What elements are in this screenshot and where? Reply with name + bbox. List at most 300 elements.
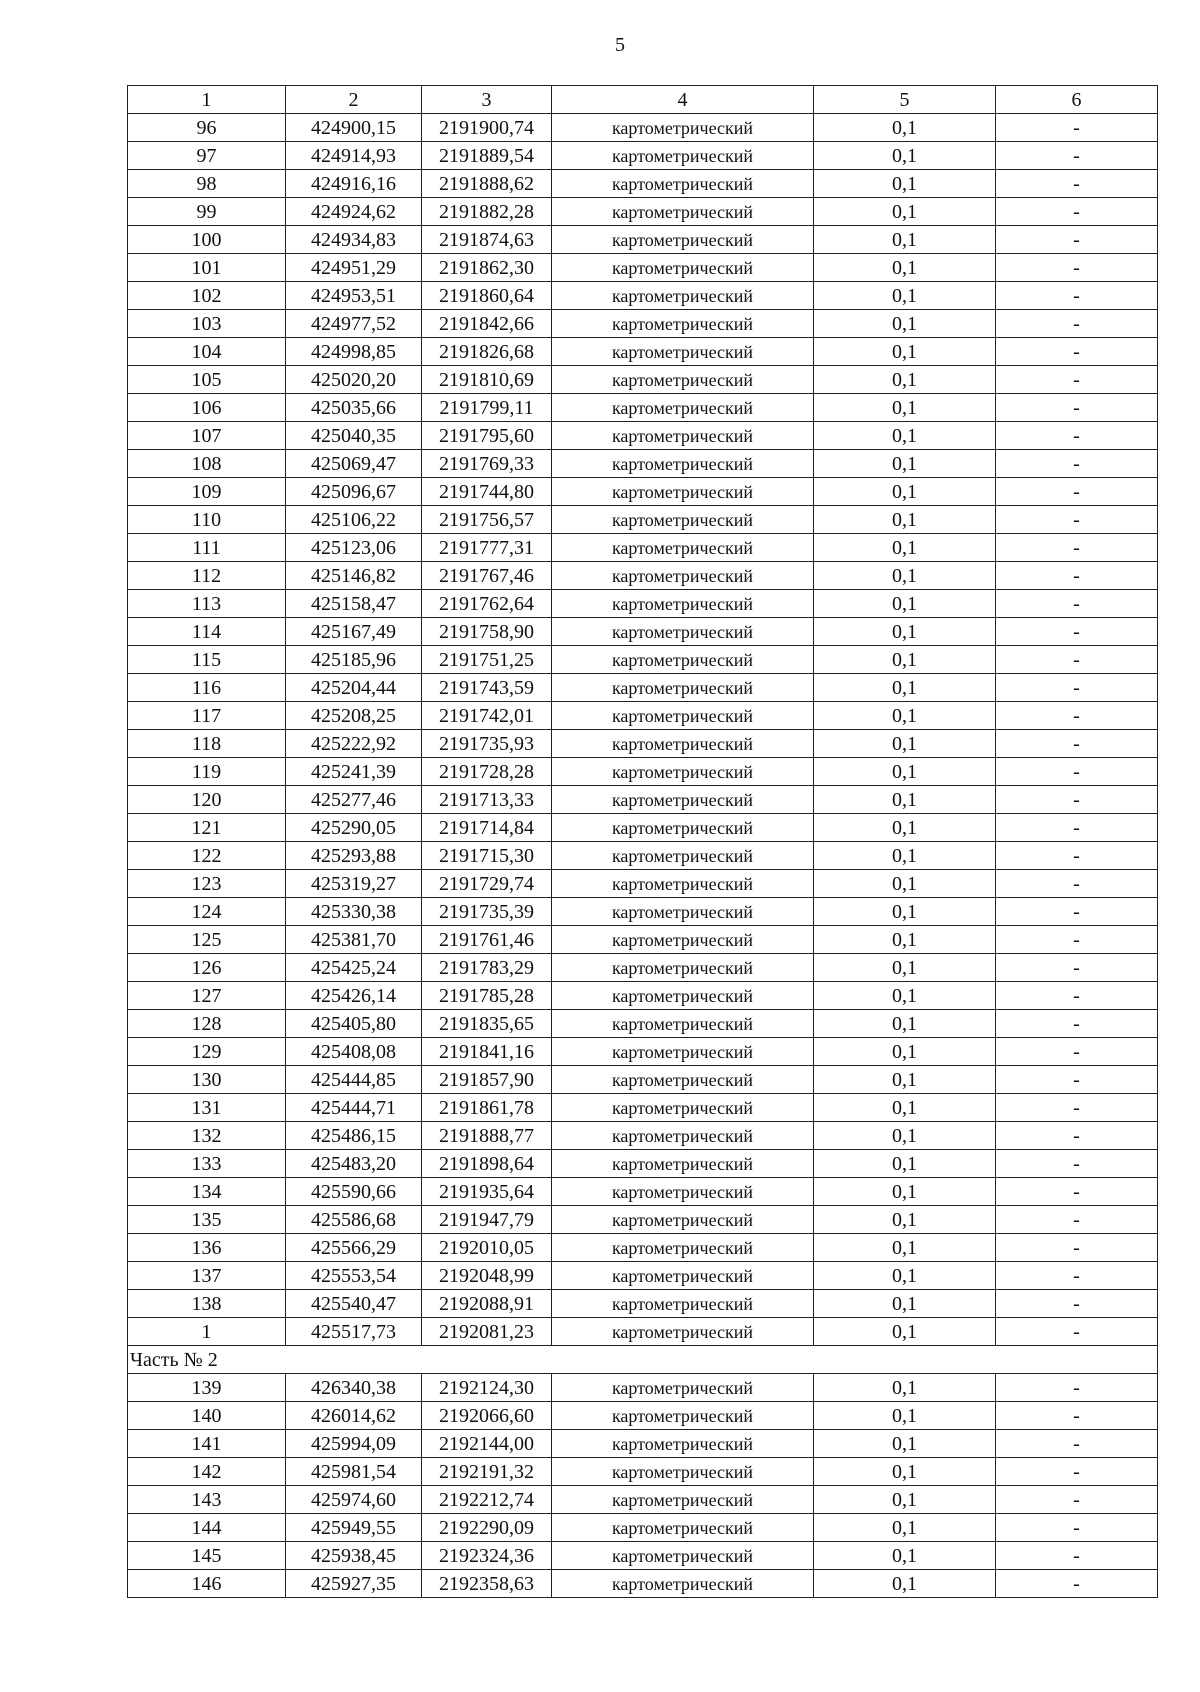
table-row	[128, 1122, 1158, 1150]
description-cell: -	[996, 702, 1158, 730]
description-cell: -	[996, 1374, 1158, 1402]
method-cell: картометрический	[552, 954, 814, 982]
x-coordinate-cell: 425540,47	[286, 1290, 422, 1318]
x-coordinate-cell: 425040,35	[286, 422, 422, 450]
x-coordinate-cell: 425444,85	[286, 1066, 422, 1094]
y-coordinate-cell: 2191861,78	[422, 1094, 552, 1122]
method-cell: картометрический	[552, 1038, 814, 1066]
point-number-cell: 108	[128, 450, 286, 478]
description-cell: -	[996, 1150, 1158, 1178]
table-row	[128, 926, 1158, 954]
point-number-cell: 142	[128, 1458, 286, 1486]
header-cell: 6	[996, 86, 1158, 114]
point-number-cell: 116	[128, 674, 286, 702]
description-cell: -	[996, 898, 1158, 926]
description-cell: -	[996, 1514, 1158, 1542]
point-number-cell: 123	[128, 870, 286, 898]
description-cell: -	[996, 814, 1158, 842]
y-coordinate-cell: 2191743,59	[422, 674, 552, 702]
method-cell: картометрический	[552, 142, 814, 170]
point-number-cell: 107	[128, 422, 286, 450]
point-number-cell: 101	[128, 254, 286, 282]
x-coordinate-cell: 425425,24	[286, 954, 422, 982]
accuracy-cell: 0,1	[814, 674, 996, 702]
method-cell: картометрический	[552, 478, 814, 506]
table-row	[128, 198, 1158, 226]
description-cell: -	[996, 1178, 1158, 1206]
description-cell: -	[996, 282, 1158, 310]
description-cell: -	[996, 1010, 1158, 1038]
description-cell: -	[996, 170, 1158, 198]
method-cell: картометрический	[552, 1486, 814, 1514]
table-row	[128, 1178, 1158, 1206]
table-row	[128, 1290, 1158, 1318]
x-coordinate-cell: 425483,20	[286, 1150, 422, 1178]
y-coordinate-cell: 2191810,69	[422, 366, 552, 394]
y-coordinate-cell: 2191714,84	[422, 814, 552, 842]
description-cell: -	[996, 506, 1158, 534]
description-cell: -	[996, 226, 1158, 254]
method-cell: картометрический	[552, 1150, 814, 1178]
y-coordinate-cell: 2191769,33	[422, 450, 552, 478]
x-coordinate-cell: 425405,80	[286, 1010, 422, 1038]
description-cell: -	[996, 1290, 1158, 1318]
y-coordinate-cell: 2191728,28	[422, 758, 552, 786]
y-coordinate-cell: 2191761,46	[422, 926, 552, 954]
table-row	[128, 394, 1158, 422]
x-coordinate-cell: 425277,46	[286, 786, 422, 814]
point-number-cell: 130	[128, 1066, 286, 1094]
y-coordinate-cell: 2191735,93	[422, 730, 552, 758]
y-coordinate-cell: 2192081,23	[422, 1318, 552, 1346]
accuracy-cell: 0,1	[814, 478, 996, 506]
y-coordinate-cell: 2191758,90	[422, 618, 552, 646]
table-row	[128, 1542, 1158, 1570]
table-row	[128, 282, 1158, 310]
y-coordinate-cell: 2191898,64	[422, 1150, 552, 1178]
method-cell: картометрический	[552, 198, 814, 226]
x-coordinate-cell: 425444,71	[286, 1094, 422, 1122]
accuracy-cell: 0,1	[814, 1290, 996, 1318]
method-cell: картометрический	[552, 1570, 814, 1598]
accuracy-cell: 0,1	[814, 1430, 996, 1458]
method-cell: картометрический	[552, 982, 814, 1010]
method-cell: картометрический	[552, 758, 814, 786]
method-cell: картометрический	[552, 870, 814, 898]
description-cell: -	[996, 1430, 1158, 1458]
y-coordinate-cell: 2192010,05	[422, 1234, 552, 1262]
table-row	[128, 702, 1158, 730]
method-cell: картометрический	[552, 1290, 814, 1318]
x-coordinate-cell: 425566,29	[286, 1234, 422, 1262]
description-cell: -	[996, 870, 1158, 898]
table-row	[128, 422, 1158, 450]
point-number-cell: 119	[128, 758, 286, 786]
accuracy-cell: 0,1	[814, 1234, 996, 1262]
point-number-cell: 144	[128, 1514, 286, 1542]
accuracy-cell: 0,1	[814, 422, 996, 450]
method-cell: картометрический	[552, 1122, 814, 1150]
table-row	[128, 478, 1158, 506]
x-coordinate-cell: 424924,62	[286, 198, 422, 226]
point-number-cell: 128	[128, 1010, 286, 1038]
accuracy-cell: 0,1	[814, 534, 996, 562]
header-cell: 3	[422, 86, 552, 114]
table-row	[128, 506, 1158, 534]
y-coordinate-cell: 2191795,60	[422, 422, 552, 450]
method-cell: картометрический	[552, 926, 814, 954]
accuracy-cell: 0,1	[814, 170, 996, 198]
point-number-cell: 100	[128, 226, 286, 254]
description-cell: -	[996, 1066, 1158, 1094]
accuracy-cell: 0,1	[814, 1094, 996, 1122]
x-coordinate-cell: 426340,38	[286, 1374, 422, 1402]
method-cell: картометрический	[552, 646, 814, 674]
accuracy-cell: 0,1	[814, 982, 996, 1010]
point-number-cell: 112	[128, 562, 286, 590]
point-number-cell: 126	[128, 954, 286, 982]
point-number-cell: 105	[128, 366, 286, 394]
x-coordinate-cell: 425517,73	[286, 1318, 422, 1346]
description-cell: -	[996, 534, 1158, 562]
description-cell: -	[996, 562, 1158, 590]
point-number-cell: 133	[128, 1150, 286, 1178]
point-number-cell: 139	[128, 1374, 286, 1402]
accuracy-cell: 0,1	[814, 310, 996, 338]
method-cell: картометрический	[552, 702, 814, 730]
table-row	[128, 1458, 1158, 1486]
table-row	[128, 1038, 1158, 1066]
accuracy-cell: 0,1	[814, 142, 996, 170]
point-number-cell: 104	[128, 338, 286, 366]
x-coordinate-cell: 425069,47	[286, 450, 422, 478]
x-coordinate-cell: 424977,52	[286, 310, 422, 338]
y-coordinate-cell: 2191888,77	[422, 1122, 552, 1150]
x-coordinate-cell: 425158,47	[286, 590, 422, 618]
point-number-cell: 135	[128, 1206, 286, 1234]
table-row	[128, 842, 1158, 870]
description-cell: -	[996, 1094, 1158, 1122]
accuracy-cell: 0,1	[814, 786, 996, 814]
y-coordinate-cell: 2191860,64	[422, 282, 552, 310]
accuracy-cell: 0,1	[814, 254, 996, 282]
x-coordinate-cell: 424916,16	[286, 170, 422, 198]
accuracy-cell: 0,1	[814, 282, 996, 310]
y-coordinate-cell: 2191767,46	[422, 562, 552, 590]
y-coordinate-cell: 2191783,29	[422, 954, 552, 982]
x-coordinate-cell: 425590,66	[286, 1178, 422, 1206]
point-number-cell: 122	[128, 842, 286, 870]
accuracy-cell: 0,1	[814, 450, 996, 478]
point-number-cell: 102	[128, 282, 286, 310]
accuracy-cell: 0,1	[814, 338, 996, 366]
accuracy-cell: 0,1	[814, 1066, 996, 1094]
point-number-cell: 143	[128, 1486, 286, 1514]
accuracy-cell: 0,1	[814, 562, 996, 590]
table-row	[128, 1514, 1158, 1542]
point-number-cell: 145	[128, 1542, 286, 1570]
x-coordinate-cell: 425293,88	[286, 842, 422, 870]
table-row	[128, 450, 1158, 478]
accuracy-cell: 0,1	[814, 1150, 996, 1178]
table-row	[128, 338, 1158, 366]
description-cell: -	[996, 618, 1158, 646]
description-cell: -	[996, 674, 1158, 702]
x-coordinate-cell: 425123,06	[286, 534, 422, 562]
method-cell: картометрический	[552, 1206, 814, 1234]
x-coordinate-cell: 424951,29	[286, 254, 422, 282]
method-cell: картометрический	[552, 534, 814, 562]
y-coordinate-cell: 2191785,28	[422, 982, 552, 1010]
point-number-cell: 111	[128, 534, 286, 562]
table-row	[128, 898, 1158, 926]
y-coordinate-cell: 2191777,31	[422, 534, 552, 562]
table-row	[128, 982, 1158, 1010]
table-row	[128, 590, 1158, 618]
x-coordinate-cell: 425381,70	[286, 926, 422, 954]
accuracy-cell: 0,1	[814, 1374, 996, 1402]
method-cell: картометрический	[552, 730, 814, 758]
method-cell: картометрический	[552, 422, 814, 450]
y-coordinate-cell: 2191751,25	[422, 646, 552, 674]
accuracy-cell: 0,1	[814, 1178, 996, 1206]
y-coordinate-cell: 2192144,00	[422, 1430, 552, 1458]
header-cell: 2	[286, 86, 422, 114]
description-cell: -	[996, 1262, 1158, 1290]
x-coordinate-cell: 425222,92	[286, 730, 422, 758]
method-cell: картометрический	[552, 1010, 814, 1038]
point-number-cell: 136	[128, 1234, 286, 1262]
x-coordinate-cell: 425949,55	[286, 1514, 422, 1542]
x-coordinate-cell: 424998,85	[286, 338, 422, 366]
method-cell: картометрический	[552, 506, 814, 534]
x-coordinate-cell: 425319,27	[286, 870, 422, 898]
table-row	[128, 786, 1158, 814]
point-number-cell: 117	[128, 702, 286, 730]
description-cell: -	[996, 982, 1158, 1010]
table-row	[128, 1066, 1158, 1094]
point-number-cell: 121	[128, 814, 286, 842]
description-cell: -	[996, 842, 1158, 870]
accuracy-cell: 0,1	[814, 702, 996, 730]
point-number-cell: 129	[128, 1038, 286, 1066]
point-number-cell: 103	[128, 310, 286, 338]
y-coordinate-cell: 2191882,28	[422, 198, 552, 226]
x-coordinate-cell: 425020,20	[286, 366, 422, 394]
description-cell: -	[996, 310, 1158, 338]
description-cell: -	[996, 1542, 1158, 1570]
accuracy-cell: 0,1	[814, 1570, 996, 1598]
point-number-cell: 124	[128, 898, 286, 926]
method-cell: картометрический	[552, 366, 814, 394]
x-coordinate-cell: 425553,54	[286, 1262, 422, 1290]
y-coordinate-cell: 2191935,64	[422, 1178, 552, 1206]
description-cell: -	[996, 1234, 1158, 1262]
accuracy-cell: 0,1	[814, 198, 996, 226]
y-coordinate-cell: 2191900,74	[422, 114, 552, 142]
table-row	[128, 1010, 1158, 1038]
x-coordinate-cell: 425974,60	[286, 1486, 422, 1514]
method-cell: картометрический	[552, 674, 814, 702]
page-number: 5	[615, 34, 625, 56]
method-cell: картометрический	[552, 114, 814, 142]
y-coordinate-cell: 2192124,30	[422, 1374, 552, 1402]
method-cell: картометрический	[552, 1094, 814, 1122]
description-cell: -	[996, 198, 1158, 226]
point-number-cell: 141	[128, 1430, 286, 1458]
description-cell: -	[996, 422, 1158, 450]
y-coordinate-cell: 2191756,57	[422, 506, 552, 534]
y-coordinate-cell: 2191744,80	[422, 478, 552, 506]
table-row	[128, 1374, 1158, 1402]
method-cell: картометрический	[552, 394, 814, 422]
accuracy-cell: 0,1	[814, 646, 996, 674]
x-coordinate-cell: 425981,54	[286, 1458, 422, 1486]
table-row	[128, 114, 1158, 142]
method-cell: картометрический	[552, 1234, 814, 1262]
table-row	[128, 254, 1158, 282]
accuracy-cell: 0,1	[814, 1514, 996, 1542]
point-number-cell: 113	[128, 590, 286, 618]
x-coordinate-cell: 425586,68	[286, 1206, 422, 1234]
accuracy-cell: 0,1	[814, 1318, 996, 1346]
description-cell: -	[996, 1038, 1158, 1066]
table-row	[128, 1402, 1158, 1430]
description-cell: -	[996, 1486, 1158, 1514]
x-coordinate-cell: 425096,67	[286, 478, 422, 506]
table-row	[128, 170, 1158, 198]
header-cell: 4	[552, 86, 814, 114]
y-coordinate-cell: 2192358,63	[422, 1570, 552, 1598]
accuracy-cell: 0,1	[814, 954, 996, 982]
accuracy-cell: 0,1	[814, 394, 996, 422]
x-coordinate-cell: 425938,45	[286, 1542, 422, 1570]
table-row	[128, 1150, 1158, 1178]
method-cell: картометрический	[552, 450, 814, 478]
point-number-cell: 134	[128, 1178, 286, 1206]
accuracy-cell: 0,1	[814, 1010, 996, 1038]
table-row	[128, 1206, 1158, 1234]
table-row	[128, 1262, 1158, 1290]
table-row	[128, 534, 1158, 562]
point-number-cell: 98	[128, 170, 286, 198]
y-coordinate-cell: 2191874,63	[422, 226, 552, 254]
table-row	[128, 674, 1158, 702]
point-number-cell: 109	[128, 478, 286, 506]
point-number-cell: 97	[128, 142, 286, 170]
table-row	[128, 226, 1158, 254]
table-row	[128, 646, 1158, 674]
description-cell: -	[996, 1318, 1158, 1346]
point-number-cell: 131	[128, 1094, 286, 1122]
x-coordinate-cell: 425927,35	[286, 1570, 422, 1598]
point-number-cell: 146	[128, 1570, 286, 1598]
description-cell: -	[996, 954, 1158, 982]
accuracy-cell: 0,1	[814, 926, 996, 954]
y-coordinate-cell: 2192290,09	[422, 1514, 552, 1542]
y-coordinate-cell: 2192212,74	[422, 1486, 552, 1514]
y-coordinate-cell: 2191742,01	[422, 702, 552, 730]
y-coordinate-cell: 2192324,36	[422, 1542, 552, 1570]
table-row	[128, 954, 1158, 982]
y-coordinate-cell: 2191799,11	[422, 394, 552, 422]
method-cell: картометрический	[552, 814, 814, 842]
y-coordinate-cell: 2191835,65	[422, 1010, 552, 1038]
coordinates-table-body	[128, 86, 1158, 1598]
y-coordinate-cell: 2191889,54	[422, 142, 552, 170]
table-row	[128, 1094, 1158, 1122]
method-cell: картометрический	[552, 1430, 814, 1458]
y-coordinate-cell: 2191729,74	[422, 870, 552, 898]
x-coordinate-cell: 425994,09	[286, 1430, 422, 1458]
description-cell: -	[996, 590, 1158, 618]
x-coordinate-cell: 424900,15	[286, 114, 422, 142]
description-cell: -	[996, 926, 1158, 954]
method-cell: картометрический	[552, 1458, 814, 1486]
method-cell: картометрический	[552, 170, 814, 198]
table-row	[128, 870, 1158, 898]
accuracy-cell: 0,1	[814, 870, 996, 898]
accuracy-cell: 0,1	[814, 1038, 996, 1066]
table-row	[128, 618, 1158, 646]
x-coordinate-cell: 425146,82	[286, 562, 422, 590]
x-coordinate-cell: 424914,93	[286, 142, 422, 170]
y-coordinate-cell: 2192088,91	[422, 1290, 552, 1318]
x-coordinate-cell: 425241,39	[286, 758, 422, 786]
point-number-cell: 99	[128, 198, 286, 226]
description-cell: -	[996, 730, 1158, 758]
accuracy-cell: 0,1	[814, 1402, 996, 1430]
description-cell: -	[996, 758, 1158, 786]
x-coordinate-cell: 424934,83	[286, 226, 422, 254]
y-coordinate-cell: 2191762,64	[422, 590, 552, 618]
x-coordinate-cell: 425035,66	[286, 394, 422, 422]
y-coordinate-cell: 2191947,79	[422, 1206, 552, 1234]
table-row	[128, 562, 1158, 590]
method-cell: картометрический	[552, 1178, 814, 1206]
part-label: Часть № 2	[128, 1346, 1158, 1374]
x-coordinate-cell: 425408,08	[286, 1038, 422, 1066]
accuracy-cell: 0,1	[814, 366, 996, 394]
method-cell: картометрический	[552, 1514, 814, 1542]
y-coordinate-cell: 2192066,60	[422, 1402, 552, 1430]
accuracy-cell: 0,1	[814, 842, 996, 870]
y-coordinate-cell: 2191713,33	[422, 786, 552, 814]
accuracy-cell: 0,1	[814, 618, 996, 646]
point-number-cell: 140	[128, 1402, 286, 1430]
table-row	[128, 758, 1158, 786]
point-number-cell: 132	[128, 1122, 286, 1150]
table-row	[128, 1234, 1158, 1262]
method-cell: картометрический	[552, 1262, 814, 1290]
y-coordinate-cell: 2191715,30	[422, 842, 552, 870]
method-cell: картометрический	[552, 1318, 814, 1346]
description-cell: -	[996, 338, 1158, 366]
description-cell: -	[996, 1206, 1158, 1234]
y-coordinate-cell: 2192191,32	[422, 1458, 552, 1486]
accuracy-cell: 0,1	[814, 814, 996, 842]
method-cell: картометрический	[552, 562, 814, 590]
accuracy-cell: 0,1	[814, 590, 996, 618]
table-row	[128, 1318, 1158, 1346]
part-row	[128, 1346, 1158, 1374]
description-cell: -	[996, 1570, 1158, 1598]
description-cell: -	[996, 142, 1158, 170]
method-cell: картометрический	[552, 898, 814, 926]
accuracy-cell: 0,1	[814, 1122, 996, 1150]
x-coordinate-cell: 425426,14	[286, 982, 422, 1010]
accuracy-cell: 0,1	[814, 506, 996, 534]
